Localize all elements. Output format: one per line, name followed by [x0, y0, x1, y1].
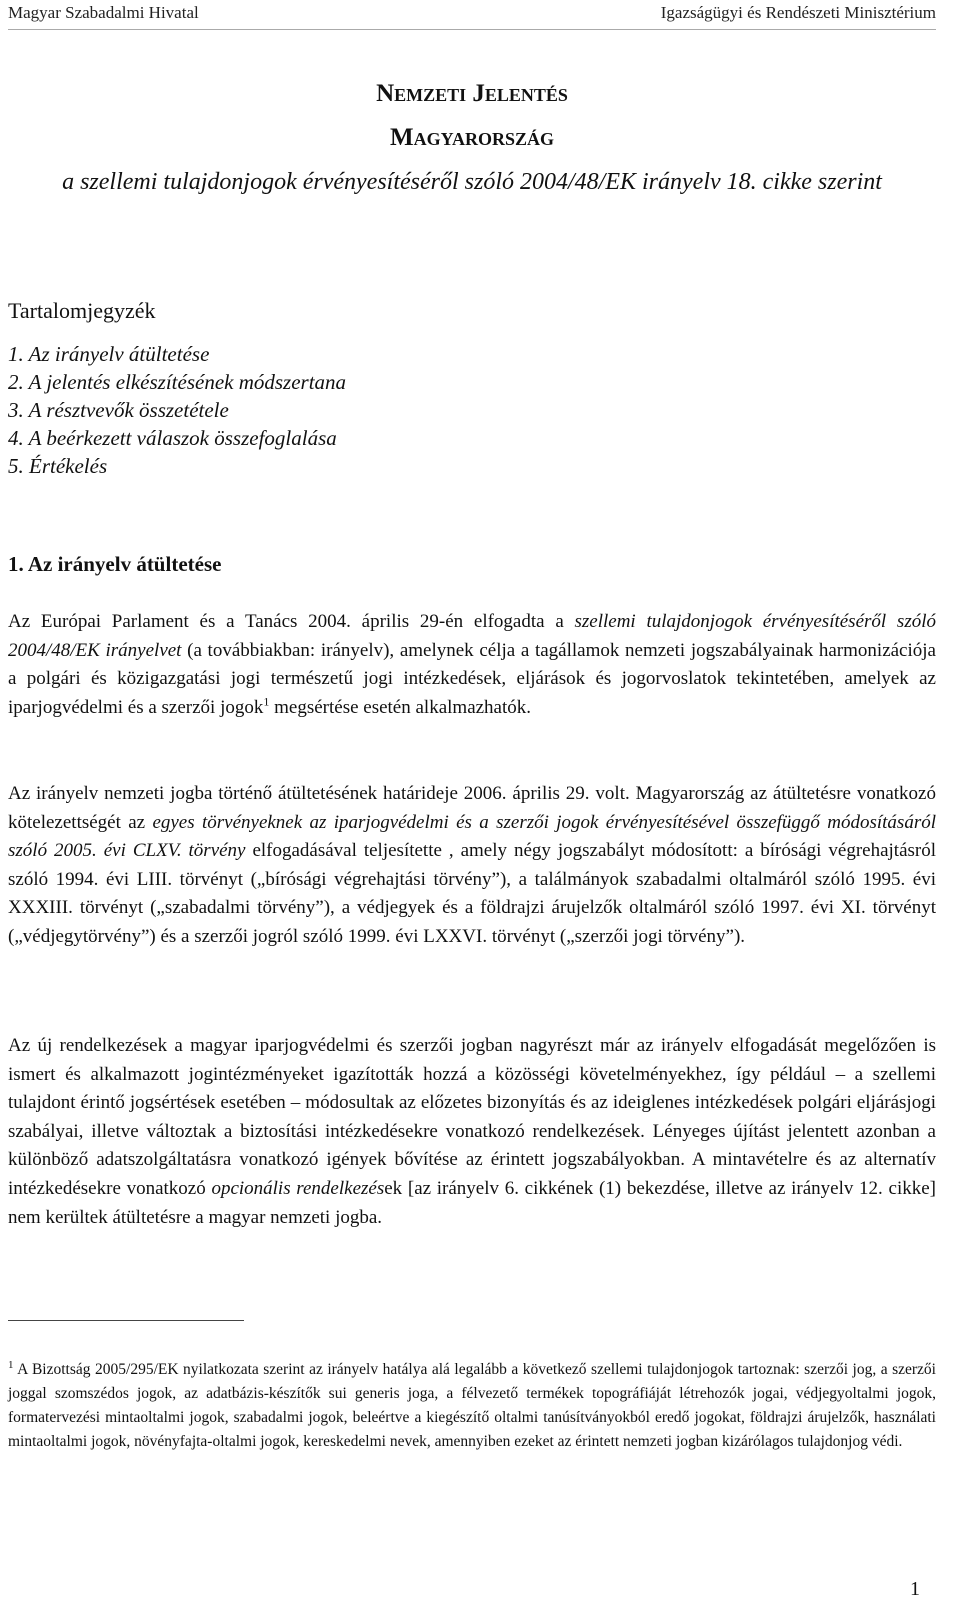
page-header [8, 0, 936, 26]
toc-title: Tartalomjegyzék [8, 298, 156, 323]
footnote-reference[interactable]: 1 [263, 694, 270, 709]
header-divider [8, 29, 936, 30]
title-line-2: Magyarország [390, 124, 554, 151]
toc-item: 5. Értékelés [8, 454, 108, 478]
footnote-number: 1 [8, 1358, 14, 1371]
p3-text-c: ek [az irányelv 6. cikkének (1) bekezdése, illetve az irányelv 12. cikke] nem kerültek átültetésre a magyar nemzeti jogba. [8, 1177, 936, 1228]
p1-text-d: megsértése esetén alkalmazhatók. [269, 696, 532, 718]
toc-item: 1. Az irányelv átültetése [8, 342, 210, 366]
header-right-text: Igazságügyi és Rendészeti Minisztérium [660, 3, 936, 22]
p1-text-c: (a továbbiakban: irányelv), amelynek célja a tagállamok nemzeti jogszabályainak harmonizációja a polgári és közigazgatási jogi természetű jogi intézkedések, eljárások és jogorvoslatok tekintetében, amelyek az iparjogvédelmi és a szerzői jogok [8, 639, 936, 718]
page-number: 1 [910, 1578, 920, 1600]
toc-list [8, 340, 346, 480]
footnote [8, 1358, 936, 1454]
p2-text-c: elfogadásával teljesítette , amely négy jogszabályt módosított: a bírósági végrehajtásról szóló 1994. évi LIII. törvényt („bírósági végrehajtási törvény”), a találmányok szabadalmi oltalmáról szóló 1995. évi XXXIII. törvényt („szabadalmi törvény”), a védjegyek és a földrajzi árujelzők oltalmáról szóló 1997. évi XI. törvényt („védjegytörvény”) és a szerzői jogról szóló 1999. évi LXXVI. törvényt („szerzői jogi törvény”). [8, 840, 936, 947]
title-subtitle: a szellemi tulajdonjogok érvényesítéséről szóló 2004/48/EK irányelv 18. cikke szerint [62, 169, 882, 195]
toc-item: 3. A résztvevők összetétele [8, 398, 229, 422]
header-left-text: Magyar Szabadalmi Hivatal [8, 3, 199, 22]
paragraph-2 [8, 780, 936, 952]
footnote-divider [8, 1320, 244, 1321]
p1-directive-title: szellemi tulajdonjogok érvényesítéséről szóló 2004/48/EK irányelvet [8, 611, 936, 661]
section-heading: 1. Az irányelv átültetése [8, 552, 222, 576]
p2-law-title: egyes törvényeknek az iparjogvédelmi és a szerzői jogok érvényesítésével összefüggő módosításáról szóló 2005. évi CLXV. törvény [8, 811, 936, 862]
title-line-1: Nemzeti Jelentés [376, 80, 568, 107]
title-block [8, 72, 936, 199]
p2-text-a: Az irányelv nemzeti jogba történő átültetésének határideje 2006. április 29. volt. Magyarország az átültetésre vonatkozó kötelezettségét az [8, 783, 936, 833]
p3-text-a: Az új rendelkezések a magyar iparjogvédelmi és szerzői jogban nagyrészt már az irányelv elfogadását megelőzően is ismert és alkalmazott jogintézményeket igazították hozzá a közösségi követelményekhez, így például – a szellemi tulajdont érintő jogsértések esetében – módosultak az előzetes bizonyítás és az ideiglenes intézkedések polgári eljárásjogi szabályai, illetve változtak a biztosítási intézkedésekre vonatkozó rendelkezések. Lényeges újítást jelentett azonban a különböző adatszolgáltatásra vonatkozó igények bővítése az érintett jogszabályokban. A mintavételre és az alternatív intézkedésekre vonatkozó [8, 1035, 936, 1199]
toc-item: 2. A jelentés elkészítésének módszertana [8, 370, 347, 394]
p3-optional-provisions: opcionális rendelkezés [211, 1177, 385, 1199]
p1-text-a: Az Európai Parlament és a Tanács 2004. április 29-én elfogadta a [8, 611, 575, 632]
toc-item: 4. A beérkezett válaszok összefoglalása [8, 426, 337, 450]
paragraph-1 [8, 608, 936, 722]
paragraph-3 [8, 1032, 936, 1232]
footnote-text: A Bizottság 2005/295/EK nyilatkozata szerint az irányelv hatálya alá legalább a következő szellemi tulajdonjogok tartoznak: szerzői jog, a szerzői joggal szomszédos jogok, az adatbázis-készítők sui generis joga, a félvezető termékek topográfiáját létrehozók jogai, védjegyoltalmi jogok, formatervezési mintaoltalmi jogok, szabadalmi jogok, beleértve a kiegészítő oltalmi tanúsítványokból eredő jogokat, földrajzi árujelzők, használati mintaoltalmi jogok, növényfajta-oltalmi jogok, kereskedelmi nevek, amennyiben ezeket az érintett nemzeti jogban kizárólagos tulajdonjog védi. [8, 1361, 936, 1450]
